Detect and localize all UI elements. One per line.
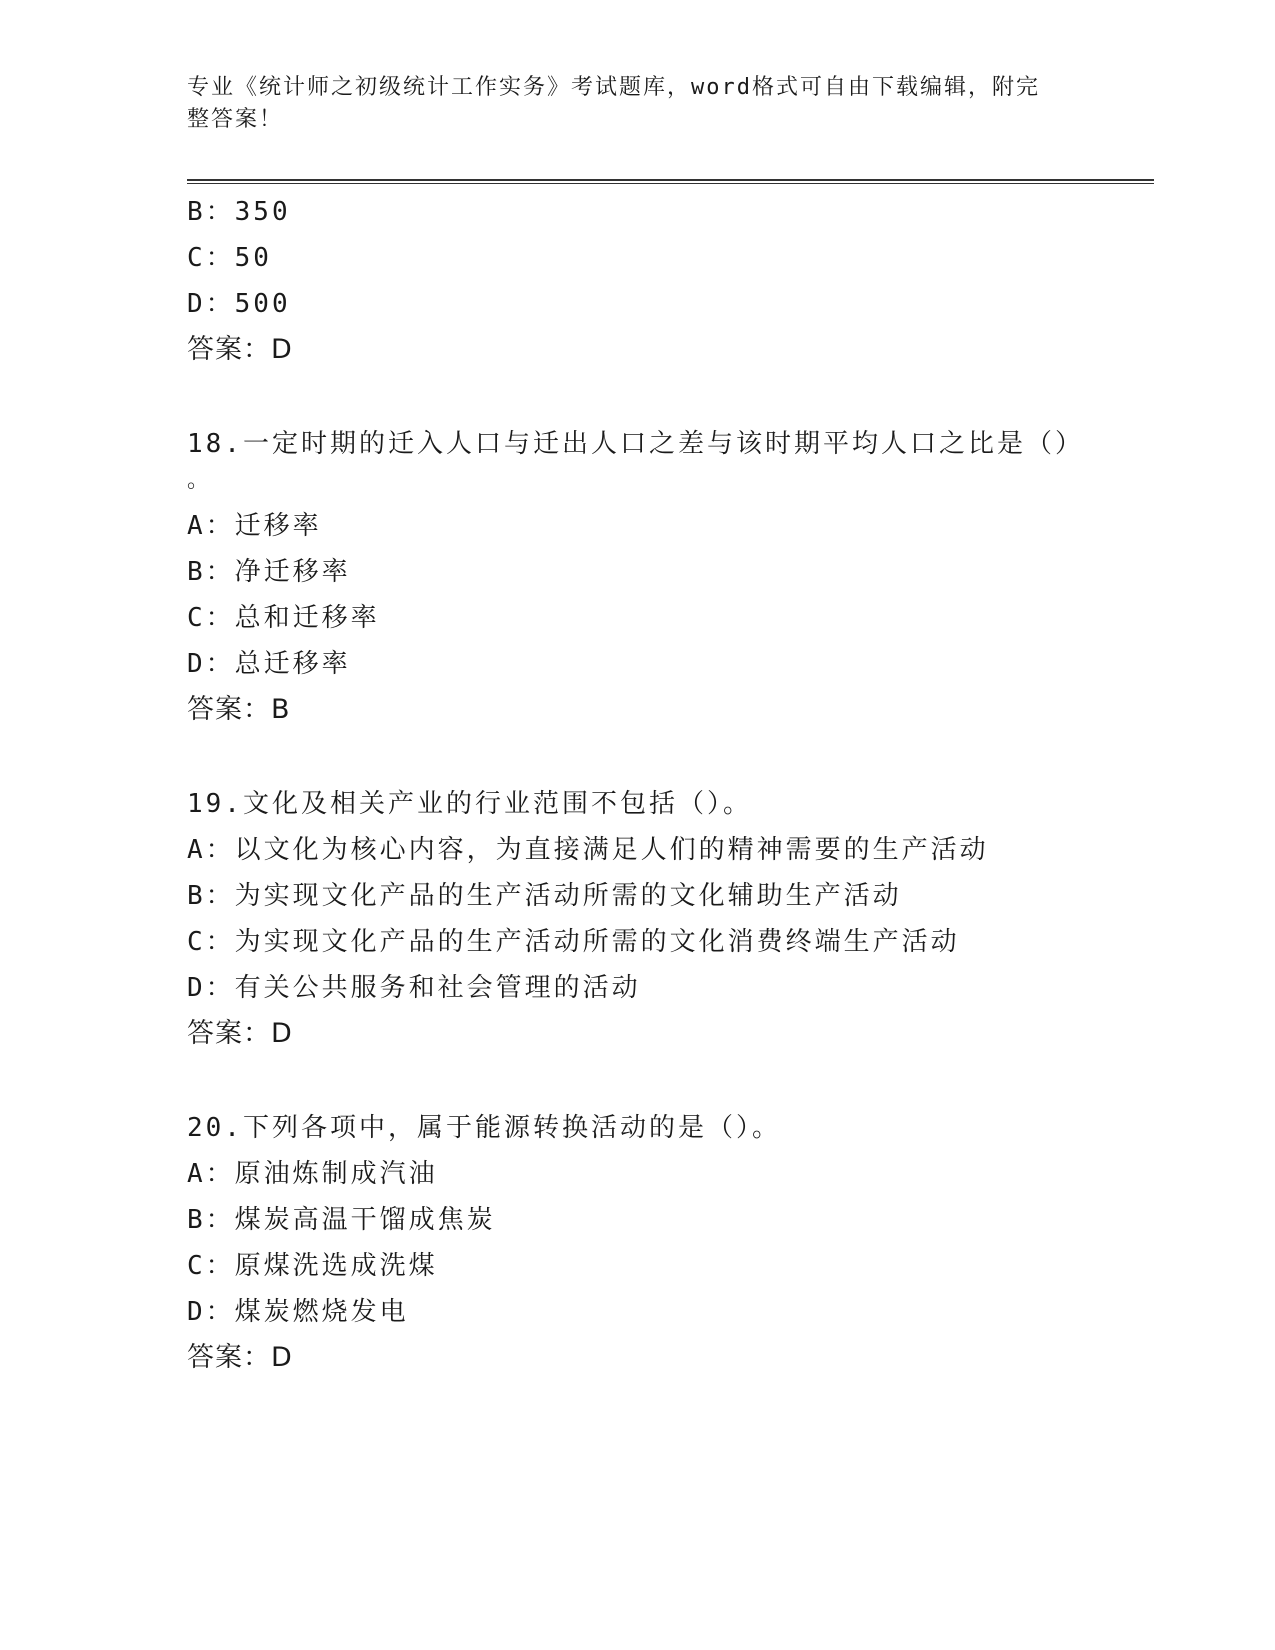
option-a: A：迁移率 xyxy=(187,511,322,541)
option-a: A：以文化为核心内容，为直接满足人们的精神需要的生产活动 xyxy=(187,835,989,865)
question-list xyxy=(187,189,1087,1381)
header-divider-thin xyxy=(187,183,1154,184)
question-17-continued xyxy=(187,189,1087,373)
option-a: A：原油炼制成汽油 xyxy=(187,1159,438,1189)
header-line-2: 整答案！ xyxy=(187,107,284,132)
answer: 答案：D xyxy=(187,334,293,365)
question-stem-continued: 。 xyxy=(187,468,213,493)
option-b: B：为实现文化产品的生产活动所需的文化辅助生产活动 xyxy=(187,881,902,911)
header-line-1: 专业《统计师之初级统计工作实务》考试题库，word格式可自由下载编辑，附完 xyxy=(187,75,1040,100)
option-b: B：煤炭高温干馏成焦炭 xyxy=(187,1205,496,1235)
question-18 xyxy=(187,421,1087,733)
option-d: D：有关公共服务和社会管理的活动 xyxy=(187,973,641,1003)
option-b: B：350 xyxy=(187,197,291,227)
question-stem: 20.下列各项中，属于能源转换活动的是（）。 xyxy=(187,1113,781,1143)
option-b: B：净迁移率 xyxy=(187,557,351,587)
question-20 xyxy=(187,1105,1087,1381)
option-c: C：为实现文化产品的生产活动所需的文化消费终端生产活动 xyxy=(187,927,960,957)
option-c: C：总和迁移率 xyxy=(187,603,380,633)
option-c: C：原煤洗选成洗煤 xyxy=(187,1251,438,1281)
answer: 答案：D xyxy=(187,1342,293,1373)
option-c: C：50 xyxy=(187,243,272,273)
answer: 答案：D xyxy=(187,1018,293,1049)
question-19 xyxy=(187,781,1087,1057)
option-d: D：煤炭燃烧发电 xyxy=(187,1297,409,1327)
document-header xyxy=(187,72,1067,136)
header-divider xyxy=(187,179,1154,181)
answer: 答案：B xyxy=(187,694,291,725)
option-d: D：500 xyxy=(187,289,291,319)
option-d: D：总迁移率 xyxy=(187,649,351,679)
question-stem: 18.一定时期的迁入人口与迁出人口之差与该时期平均人口之比是（） xyxy=(187,429,1084,459)
question-stem: 19.文化及相关产业的行业范围不包括（）。 xyxy=(187,789,752,819)
